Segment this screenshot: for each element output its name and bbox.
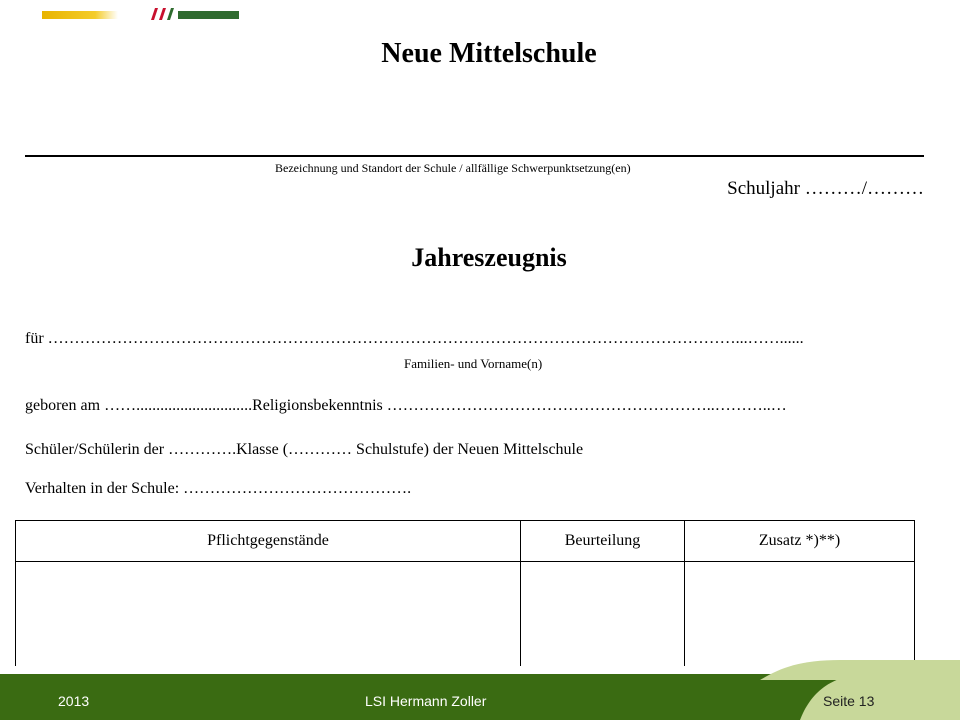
name-caption: Familien- und Vorname(n): [404, 356, 543, 371]
fuer-line: für …………………………………………………………………………………………………………………...……......: [25, 330, 804, 347]
footer-page-number: Seite 13: [823, 693, 875, 709]
footer-wave: [720, 660, 960, 680]
table-row: [16, 562, 915, 667]
column-header-grade: Beurteilung: [521, 521, 685, 562]
document-heading: Jahreszeugnis: [411, 243, 567, 272]
school-rule: [25, 155, 924, 157]
geboren-line: geboren am …….............................Religionsbekenntnis ……………………………………………………..………..…: [25, 397, 787, 414]
table-header-row: [16, 521, 915, 562]
grades-table: [15, 520, 915, 666]
table-cell: [16, 562, 521, 667]
logo-bar-green: [178, 11, 239, 19]
page-title: Neue Mittelschule: [381, 38, 597, 69]
klasse-line: Schüler/Schülerin der ………….Klasse (………… Schulstufe) der Neuen Mittelschule: [25, 441, 584, 458]
verhalten-line: Verhalten in der Schule: …………………………………….: [25, 480, 412, 497]
schuljahr-field: Schuljahr ………/………: [727, 178, 924, 199]
footer-year: 2013: [58, 693, 90, 709]
school-caption: Bezeichnung und Standort der Schule / allfällige Schwerpunktsetzung(en): [275, 161, 631, 175]
footer-bar: [0, 674, 960, 720]
column-header-subjects: Pflichtgegenstände: [16, 521, 521, 562]
table-cell: [685, 562, 915, 667]
logo-bar-yellow: [42, 11, 118, 19]
logo-slash-icon: [145, 8, 175, 20]
table-cell: [521, 562, 685, 667]
footer-author: LSI Hermann Zoller: [365, 693, 487, 709]
column-header-addition: Zusatz *)**): [685, 521, 915, 562]
